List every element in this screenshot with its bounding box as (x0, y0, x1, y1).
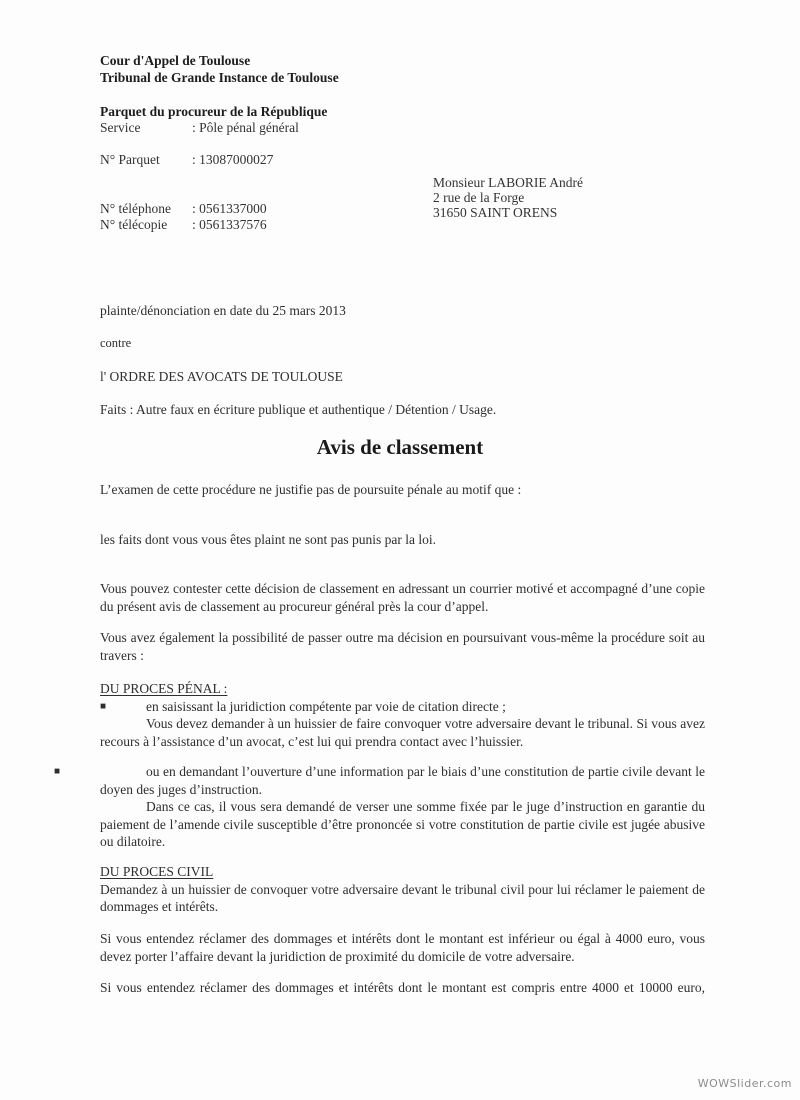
parquet-number-label: N° Parquet (100, 152, 160, 167)
recipient-street: 2 rue de la Forge (433, 190, 525, 205)
recipient-name: Monsieur LABORIE André (433, 175, 583, 190)
phone-value: : 0561337000 (192, 201, 267, 216)
contest-text: Vous pouvez contester cette décision de classement en adressant un courrier motivé et accompagné d’une copie du présent avis de classement au procureur général près la cour d’appel. (100, 581, 705, 614)
parquet-number-row (100, 151, 273, 168)
civil-between-paragraph (100, 979, 705, 997)
reason-text: les faits dont vous vous êtes plaint ne sont pas punis par la loi. (100, 532, 436, 547)
penal-bullet-2 (54, 763, 705, 798)
penal-bullet-2-text: ou en demandant l’ouverture d’une information par le biais d’une constitution de partie civile devant le doyen des juges d’instruction. (100, 764, 705, 797)
recipient-city: 31650 SAINT ORENS (433, 205, 558, 220)
civil-between: Si vous entendez réclamer des dommages et intérêts dont le montant est compris entre 4000 et 10000 euro, (100, 980, 705, 995)
phone-label: N° téléphone (100, 201, 172, 216)
complaint-date: plainte/dénonciation en date du 25 mars 2013 (100, 303, 346, 318)
tribunal-name: Tribunal de Grande Instance de Toulouse (100, 70, 339, 85)
penal-bullet-1-text: en saisissant la juridiction compétente par voie de citation directe ; (146, 698, 506, 714)
civil-under-4000: Si vous entendez réclamer des dommages et intérêts dont le montant est inférieur ou égal à 4000 euro, vous devez porter l’affaire devant la juridiction de proximité du domicile de votre adversaire. (100, 931, 705, 964)
bullet-icon: ■ (100, 700, 107, 712)
contest-paragraph (100, 580, 705, 615)
service-row (100, 119, 299, 136)
bypass-paragraph (100, 629, 705, 664)
bullet-icon: ■ (54, 766, 61, 777)
service-value: : Pôle pénal général (192, 120, 299, 135)
penal-bullet-1 (100, 698, 705, 716)
penal-bullet-2-detail: Dans ce cas, il vous sera demandé de verser une somme fixée par le juge d’instruction en garantie du paiement de l’amende civile susceptible d’être prononcée si votre constitution de partie civile est jugée abusive ou dilatoire. (100, 799, 705, 849)
penal-bullet-1-detail: Vous devez demander à un huissier de faire convoquer votre adversaire devant le tribunal. Si vous avez recours à l’assistance d’un avocat, c’est lui qui prendra contact avec l’huissier. (100, 716, 705, 749)
fax-label: N° télécopie (100, 217, 168, 232)
penal-bullet-2-block (54, 763, 705, 851)
civil-under-4000-paragraph (100, 930, 705, 965)
document-title: Avis de classement (316, 435, 484, 459)
facts: Faits : Autre faux en écriture publique et authentique / Détention / Usage. (100, 402, 497, 417)
parquet-heading: Parquet du procureur de la République (100, 104, 328, 119)
phone-row (100, 200, 267, 217)
intro-text: L’examen de cette procédure ne justifie pas de poursuite pénale au motif que : (100, 482, 522, 497)
service-label: Service (100, 120, 141, 135)
parquet-number-value: : 13087000027 (192, 152, 274, 167)
civil-section (100, 863, 705, 916)
against-label: contre (100, 336, 132, 350)
court-name: Cour d'Appel de Toulouse (100, 53, 251, 68)
defendant: l' ORDRE DES AVOCATS DE TOULOUSE (100, 369, 343, 384)
fax-row (100, 216, 267, 233)
penal-section (100, 680, 705, 750)
civil-intro: Demandez à un huissier de convoquer votre adversaire devant le tribunal civil pour lui réclamer le paiement de dommages et intérêts. (100, 881, 705, 914)
fax-value: : 0561337576 (192, 217, 267, 232)
civil-heading: DU PROCES CIVIL (100, 864, 214, 879)
bypass-text: Vous avez également la possibilité de passer outre ma décision en poursuivant vous-même la procédure soit au travers : (100, 630, 705, 663)
penal-heading: DU PROCES PÉNAL : (100, 681, 228, 696)
watermark: WOWSlider.com (697, 1077, 792, 1090)
